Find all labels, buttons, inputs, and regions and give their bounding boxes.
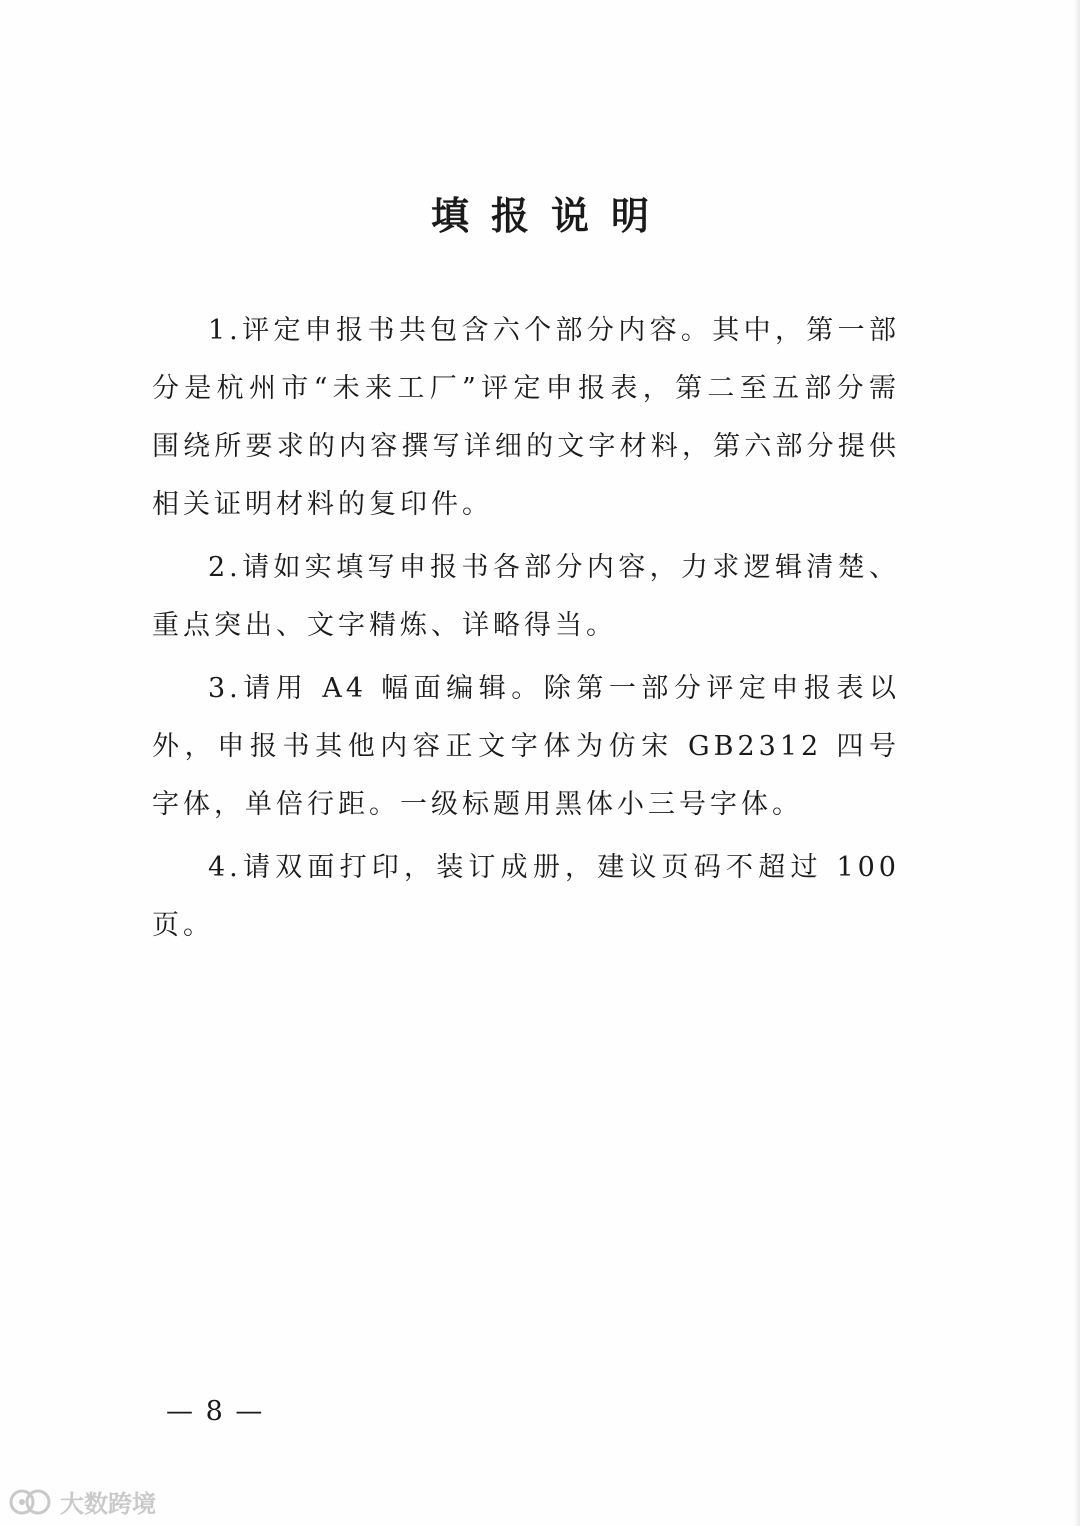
watermark-text: 大数跨境 (60, 1490, 156, 1518)
watermark-logo-icon (8, 1487, 54, 1517)
instruction-paragraph-1: 1.评定申报书共包含六个部分内容。其中，第一部分是杭州市“未来工厂”评定申报表，第二至五部分需围绕所要求的内容撰写详细的文字材料，第六部分提供相关证明材料的复印件。 (152, 315, 900, 520)
instruction-paragraph-3: 3.请用 A4 幅面编辑。除第一部分评定申报表以外，申报书其他内容正文字体为仿宋 GB2312 四号字体，单倍行距。一级标题用黑体小三号字体。 (152, 673, 900, 820)
page-number: — 8 — (166, 1396, 265, 1427)
watermark (8, 1484, 156, 1519)
instructions-body (152, 302, 900, 960)
instruction-paragraph-2: 2.请如实填写申报书各部分内容，力求逻辑清楚、重点突出、文字精炼、详略得当。 (152, 552, 900, 641)
instruction-paragraph-4: 4.请双面打印，装订成册，建议页码不超过 100 页。 (152, 852, 900, 941)
document-title: 填报说明 (430, 194, 671, 238)
